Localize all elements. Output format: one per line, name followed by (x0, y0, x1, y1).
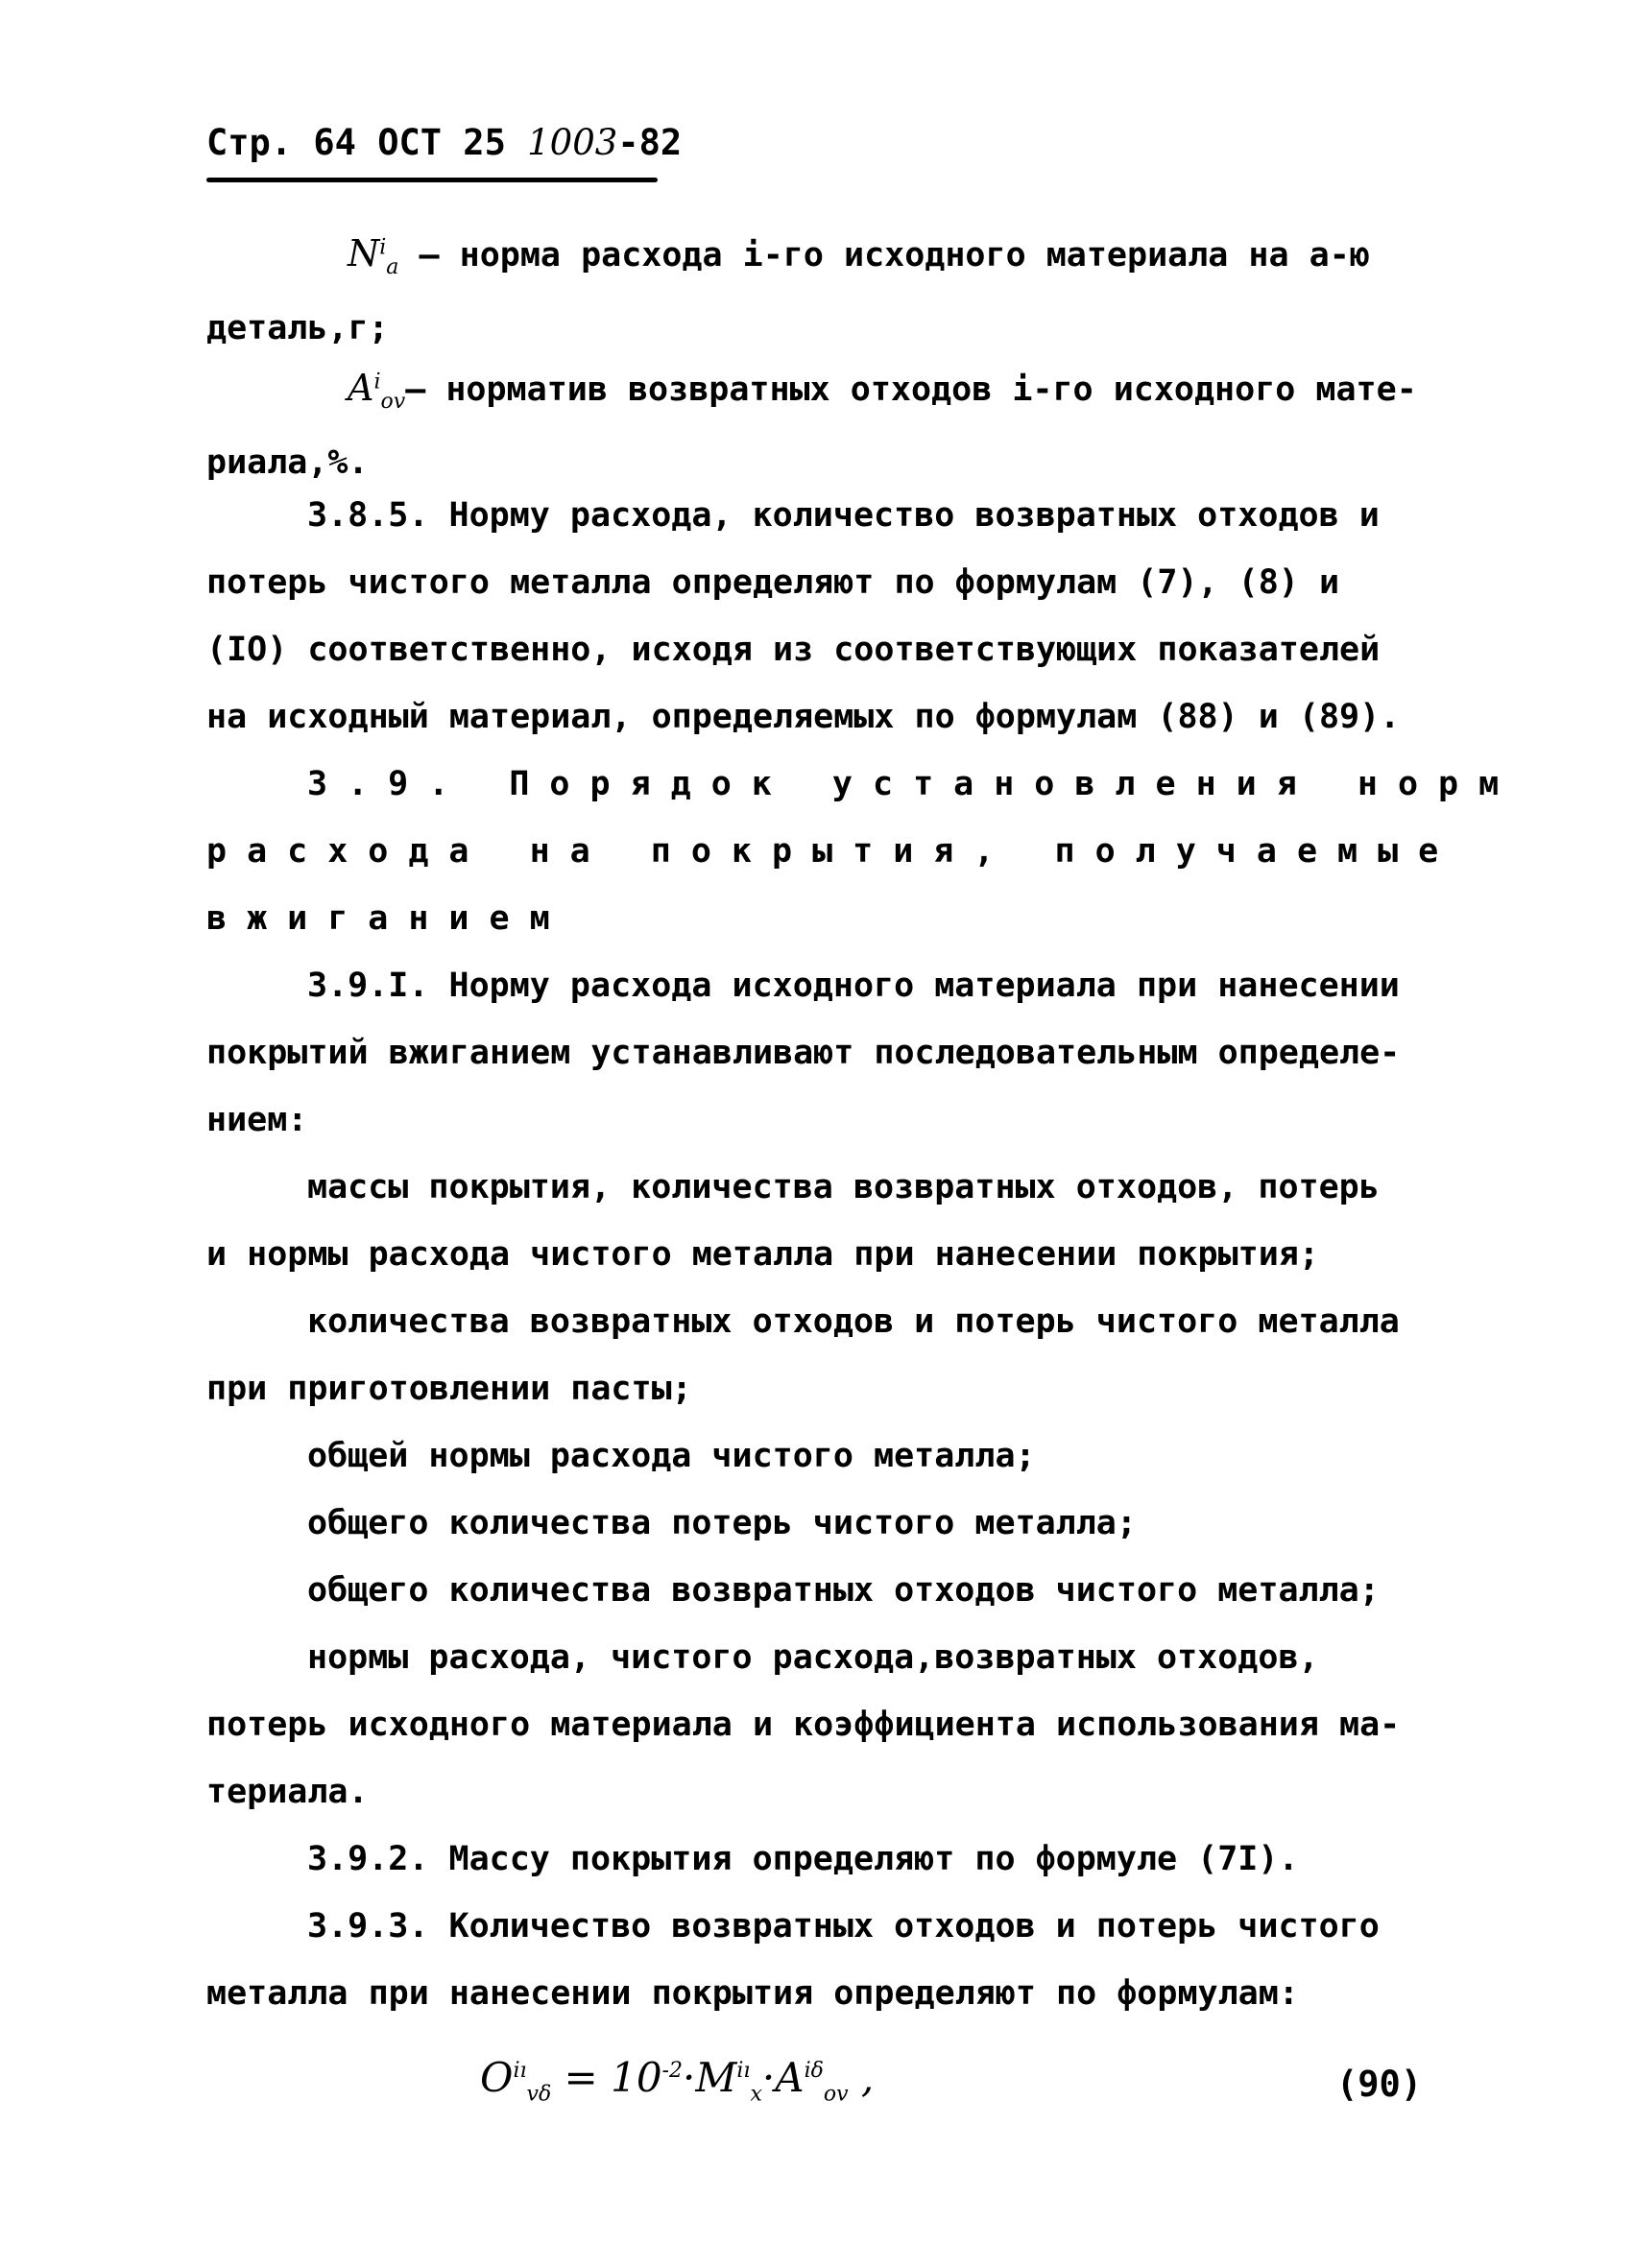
symbol-n-sub: a (386, 255, 399, 279)
paragraph-391-line3: нием: (206, 1101, 308, 1139)
definition-n (348, 232, 1370, 279)
list-item-1-line2: и нормы расхода чистого металла при нанесении покрытия; (206, 1235, 1319, 1274)
header-underline (206, 178, 658, 182)
formula-m-sub: x (750, 2082, 762, 2107)
paragraph-393-line1: 3.9.3. Количество возвратных отходов и потерь чистого (307, 1907, 1380, 1946)
section-heading-39-line3: вжиганием (206, 899, 570, 938)
symbol-a-sub: ov (380, 390, 406, 414)
paragraph-385-line1: 3.8.5. Норму расхода, количество возвратных отходов и (307, 496, 1380, 535)
definition-a-text: – норматив возвратных отходов i-го исходного мате- (405, 370, 1417, 409)
formula-dot-2: · (761, 2054, 776, 2101)
list-item-5: общего количества возвратных отходов чистого металла; (307, 1571, 1380, 1610)
formula-number: (90) (1336, 2064, 1423, 2105)
paragraph-385-line3: (IO) соответственно, исходя из соответствующих показателей (206, 631, 1381, 669)
formula-a-sup: iδ (804, 2059, 824, 2083)
formula-eq: = 10 (551, 2054, 662, 2101)
formula-a-sub: ov (823, 2082, 849, 2107)
symbol-a-super: i (373, 370, 381, 394)
section-heading-39-line2: расхода на покрытия, получаемые (206, 832, 1459, 871)
symbol-n: N (348, 232, 380, 275)
header-handwritten-number: 1003 (527, 122, 618, 163)
formula-90 (480, 2054, 875, 2107)
section-heading-39-line1: 3.9. Порядок установления норм (307, 765, 1520, 803)
list-item-6-line3: териала. (206, 1773, 369, 1811)
list-item-6-line1: нормы расхода, чистого расхода,возвратных отходов, (307, 1638, 1319, 1677)
paragraph-385-line2: потерь чистого металла определяют по формулам (7), (8) и (206, 563, 1340, 602)
paragraph-391-line2: покрытий вжиганием устанавливают последовательным определе- (206, 1034, 1401, 1072)
formula-o-sub: vδ (526, 2082, 552, 2107)
list-item-6-line2: потерь исходного материала и коэффициента использования ма- (206, 1706, 1401, 1744)
paragraph-385-line4: на исходный материал, определяемых по формулам (88) и (89). (206, 698, 1401, 736)
page-header (206, 122, 683, 163)
list-item-4: общего количества потерь чистого металла; (307, 1504, 1137, 1542)
formula-tail: , (848, 2054, 875, 2101)
list-item-1-line1: массы покрытия, количества возвратных отходов, потерь (307, 1168, 1380, 1206)
formula-a: A (775, 2054, 805, 2101)
paragraph-391-line1: 3.9.I. Норму расхода исходного материала при нанесении (307, 967, 1400, 1005)
list-item-2-line1: количества возвратных отходов и потерь чистого металла (307, 1302, 1400, 1341)
formula-dot-1: · (682, 2054, 696, 2101)
symbol-a: A (348, 367, 374, 409)
definition-n-line2: деталь,г; (206, 309, 389, 347)
formula-exponent: -2 (661, 2059, 683, 2083)
definition-n-text: – норма расхода i-го исходного материала на a-ю (398, 236, 1370, 275)
symbol-n-super: i (379, 235, 387, 260)
paragraph-393-line2: металла при нанесении покрытия определяют по формулам: (206, 1974, 1299, 2013)
formula-o: O (480, 2054, 514, 2101)
list-item-2-line2: при приготовлении пасты; (206, 1370, 692, 1408)
definition-a-line2: риала,%. (206, 443, 369, 482)
formula-o-sup: iı (513, 2059, 527, 2083)
formula-m: M (695, 2054, 737, 2101)
header-text: Стр. 64 ОСТ 25 (206, 122, 528, 163)
paragraph-392: 3.9.2. Массу покрытия определяют по формуле (7I). (307, 1840, 1299, 1878)
list-item-3: общей нормы расхода чистого металла; (307, 1437, 1036, 1475)
header-suffix: -82 (617, 122, 683, 163)
definition-a (348, 367, 1417, 414)
formula-m-sup: iı (736, 2059, 751, 2083)
